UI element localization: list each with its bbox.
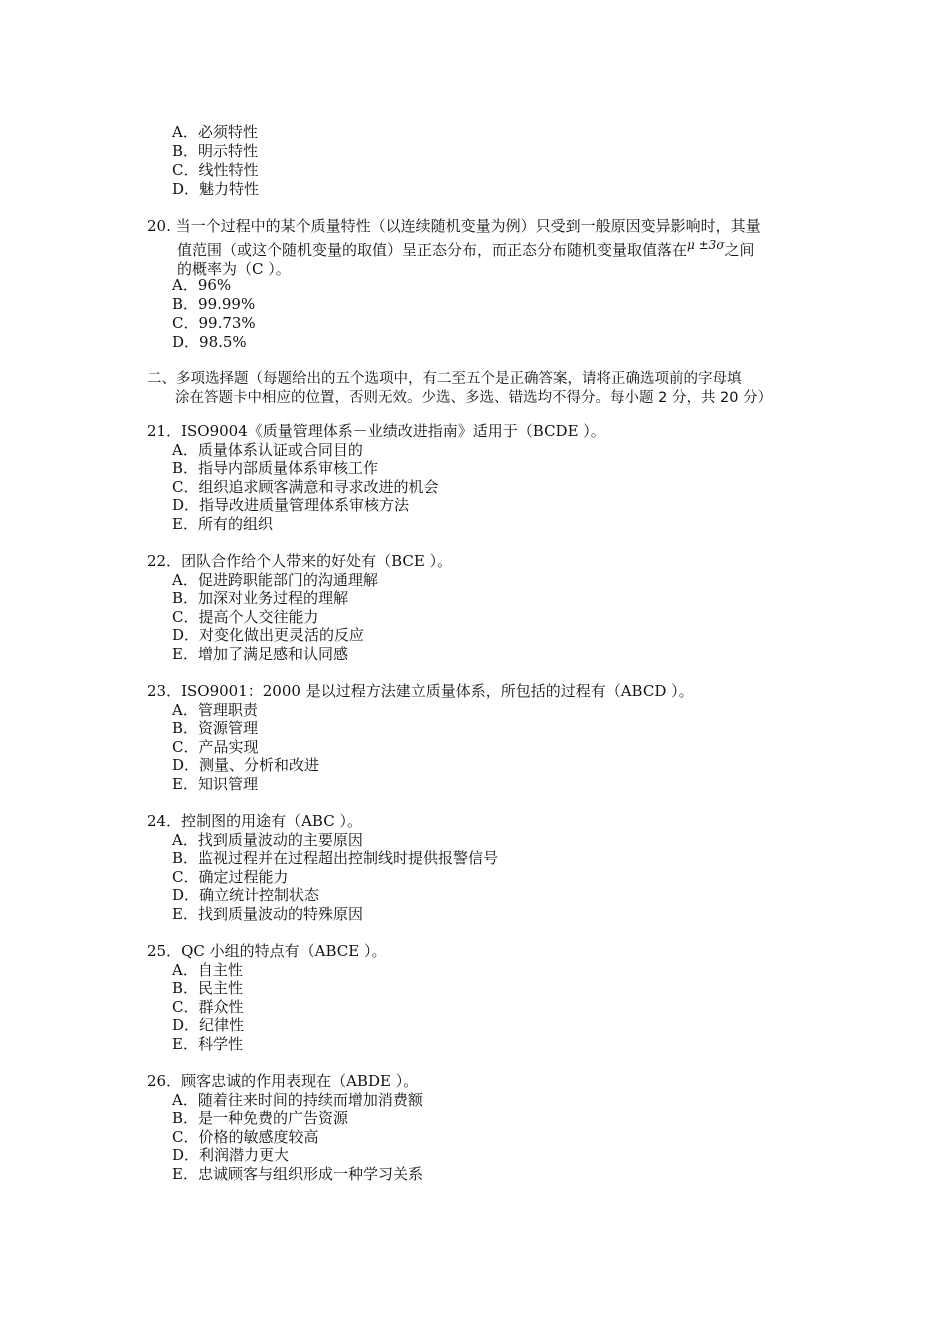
q23-option-b: B．资源管理 [172, 719, 259, 737]
q20-option-a: A．96% [172, 276, 232, 294]
q24-option-b: B．监视过程并在过程超出控制线时提供报警信号 [172, 849, 499, 867]
q19-option-c: C．线性特性 [172, 161, 259, 179]
q21-option-e: E．所有的组织 [172, 515, 273, 533]
q23-option-c: C．产品实现 [172, 738, 259, 756]
q26-option-b: B．是一种免费的广告资源 [172, 1109, 349, 1127]
question-20-line2-text: 值范围（或这个随机变量的取值）呈正态分布，而正态分布随机变量取值落在 [177, 241, 688, 259]
q19-option-a: A．必须特性 [172, 123, 258, 141]
question-23-stem: 23．ISO9001：2000 是以过程方法建立质量体系，所包括的过程有（ABCD ）。 [147, 682, 694, 700]
q23-option-a: A．管理职责 [172, 701, 258, 719]
q23-option-d: D．测量、分析和改进 [172, 756, 320, 774]
q20-option-c: C．99.73% [172, 314, 256, 332]
q20-option-d: D．98.5% [172, 333, 247, 351]
q22-option-c: C．提高个人交往能力 [172, 608, 319, 626]
question-25-stem: 25．QC 小组的特点有（ABCE ）。 [147, 942, 387, 960]
q26-option-d: D．利润潜力更大 [172, 1146, 290, 1164]
q21-option-c: C．组织追求顾客满意和寻求改进的机会 [172, 478, 439, 496]
q25-option-b: B．民主性 [172, 979, 244, 997]
q24-option-d: D．确立统计控制状态 [172, 886, 320, 904]
q25-option-d: D．纪律性 [172, 1016, 245, 1034]
q21-option-d: D．指导改进质量管理体系审核方法 [172, 496, 410, 514]
q26-option-c: C．价格的敏感度较高 [172, 1128, 319, 1146]
q22-option-a: A．促进跨职能部门的沟通理解 [172, 571, 378, 589]
q19-option-d: D．魅力特性 [172, 180, 260, 198]
question-20-line1: 20. 当一个过程中的某个质量特性（以连续随机变量为例）只受到一般原因变异影响时，其量 [147, 217, 761, 235]
q21-option-a: A．质量体系认证或合同目的 [172, 441, 363, 459]
question-21-stem: 21．ISO9004《质量管理体系－业绩改进指南》适用于（BCDE ）。 [147, 422, 606, 440]
question-24-stem: 24．控制图的用途有（ABC ）。 [147, 812, 362, 830]
q20-option-b: B．99.99% [172, 295, 256, 313]
q22-option-e: E．增加了满足感和认同感 [172, 645, 348, 663]
q24-option-e: E．找到质量波动的特殊原因 [172, 905, 363, 923]
section-2-line1: 二、多项选择题（每题给出的五个选项中，有二至五个是正确答案，请将正确选项前的字母填 [147, 371, 742, 387]
q25-option-c: C．群众性 [172, 998, 244, 1016]
question-20-line2 [147, 236, 761, 260]
q24-option-c: C．确定过程能力 [172, 868, 289, 886]
q26-option-e: E．忠诚顾客与组织形成一种学习关系 [172, 1165, 423, 1183]
q26-option-a: A．随着往来时间的持续而增加消费额 [172, 1091, 423, 1109]
question-20-line3: 的概率为（C ）。 [177, 260, 291, 278]
q21-option-b: B．指导内部质量体系审核工作 [172, 459, 379, 477]
q19-option-b: B．明示特性 [172, 142, 259, 160]
question-22-stem: 22．团队合作给个人带来的好处有（BCE ）。 [147, 552, 453, 570]
question-20 [147, 217, 761, 279]
section-2-heading [147, 370, 772, 408]
q22-option-d: D．对变化做出更灵活的反应 [172, 626, 365, 644]
question-20-line2-end: 之间 [724, 241, 755, 259]
q24-option-a: A．找到质量波动的主要原因 [172, 831, 363, 849]
q22-option-b: B．加深对业务过程的理解 [172, 589, 349, 607]
q25-option-e: E．科学性 [172, 1035, 243, 1053]
q25-option-a: A．自主性 [172, 961, 243, 979]
q23-option-e: E．知识管理 [172, 775, 258, 793]
question-26-stem: 26．顾客忠诚的作用表现在（ABDE ）。 [147, 1072, 419, 1090]
section-2-line2: 涂在答题卡中相应的位置，否则无效。少选、多选、错选均不得分。每小题 2 分，共 20 分） [175, 390, 773, 406]
formula-mu-3sigma: μ ±3σ [687, 238, 725, 252]
